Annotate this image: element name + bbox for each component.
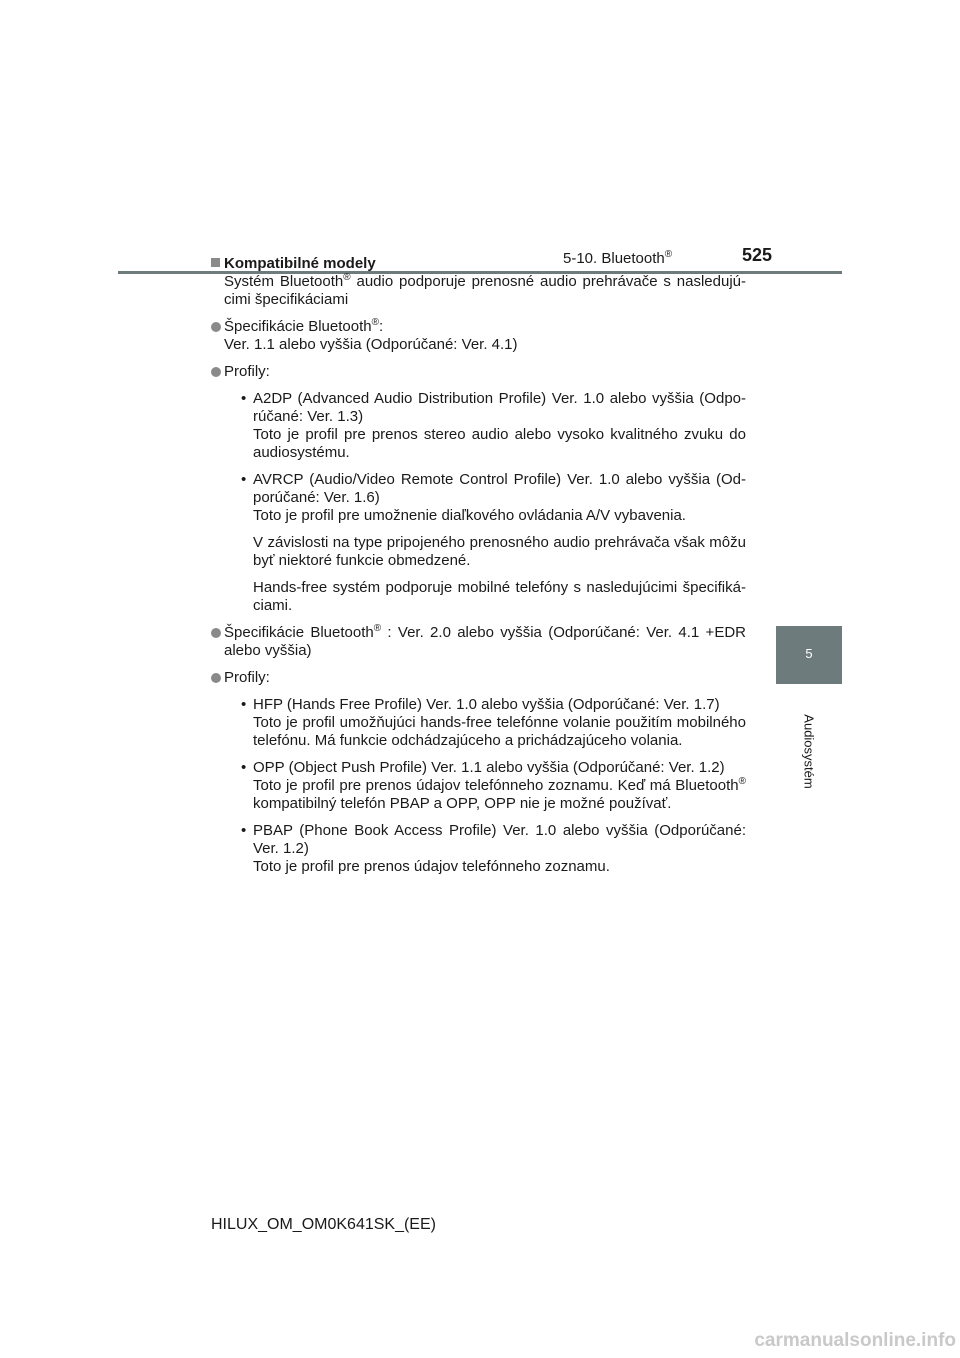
opp-title: OPP (Object Push Profile) Ver. 1.1 alebo vyššia (Odporúčané: Ver. 1.2) <box>253 759 725 776</box>
page-number: 525 <box>742 245 773 265</box>
hfp-title: HFP (Hands Free Profile) Ver. 1.0 alebo vyššia (Odporúčané: Ver. 1.7) <box>253 696 720 713</box>
spec-bluetooth-phone <box>211 624 746 660</box>
spec2-text-a: Špecifikácie Bluetooth <box>224 624 374 641</box>
bullet-icon: • <box>241 390 247 407</box>
intro-paragraph <box>224 273 746 309</box>
bullet-icon: • <box>241 471 247 488</box>
profiles-label: Profily: <box>224 669 270 686</box>
intro-text-b: audio podporuje prenosné audio prehrávače s nasledujúcimi špecifikáciami <box>224 273 746 308</box>
profile-hfp <box>211 696 746 750</box>
opp-description-a: Toto je profil pre prenos údajov telefónneho zoznamu. Keď má Bluetooth <box>253 777 739 794</box>
note-limitations: V závislosti na type pripojeného prenosného audio prehrávača však môžu byť niektoré funkcie obmedzené. <box>253 534 746 569</box>
profile-pbap <box>211 822 746 876</box>
note-handsfree: Hands-free systém podporuje mobilné telefóny s nasledujúcimi špecifikáciami. <box>253 579 746 614</box>
chapter-label <box>782 691 836 811</box>
spec2-text-b: : Ver. 2.0 alebo vyššia (Odporúčané: Ver. 4.1 +EDR alebo vyššia) <box>224 624 746 659</box>
pbap-description: Toto je profil pre prenos údajov telefónneho zoznamu. <box>253 858 610 875</box>
avrcp-title: AVRCP (Audio/Video Remote Control Profile) Ver. 1.0 alebo vyššia (Odporúčané: Ver. 1.6) <box>253 471 746 506</box>
profile-a2dp <box>211 390 746 462</box>
watermark: carmanualsonline.info <box>754 1330 956 1351</box>
pbap-title: PBAP (Phone Book Access Profile) Ver. 1.0 alebo vyššia (Odporúčané: Ver. 1.2) <box>253 822 746 857</box>
registered-mark: ® <box>664 249 673 260</box>
profile-opp <box>211 759 746 813</box>
a2dp-description: Toto je profil pre prenos stereo audio alebo vysoko kvalitného zvuku do audiosystému. <box>253 426 746 461</box>
circle-bullet-icon <box>211 322 221 332</box>
profiles-phone <box>211 669 746 687</box>
chapter-number: 5 <box>805 646 813 661</box>
page-content <box>211 255 746 876</box>
section-heading <box>211 255 746 273</box>
opp-description-b: kompatibilný telefón PBAP a OPP, OPP nie je možné používať. <box>253 795 672 812</box>
circle-bullet-icon <box>211 673 221 683</box>
bullet-icon: • <box>241 822 247 839</box>
document-code: HILUX_OM_OM0K641SK_(EE) <box>211 1216 436 1233</box>
heading-text: Kompatibilné modely <box>224 255 376 272</box>
spec-bluetooth-audio <box>211 318 746 354</box>
registered-mark: ® <box>373 623 382 634</box>
spec1-text-b: : <box>378 318 384 335</box>
bullet-icon: • <box>241 696 247 713</box>
intro-text-a: Systém Bluetooth <box>224 273 344 290</box>
profiles-label: Profily: <box>224 363 270 380</box>
profiles-audio <box>211 363 746 381</box>
circle-bullet-icon <box>211 367 221 377</box>
hfp-description: Toto je profil umožňujúci hands-free telefónne volanie použitím mobilného telefónu. Má funkcie odchádzajúceho a prichádzajúceho volania. <box>253 714 746 749</box>
spec1-text-c: Ver. 1.1 alebo vyššia (Odporúčané: Ver. 4.1) <box>224 336 518 353</box>
avrcp-description: Toto je profil pre umožnenie diaľkového ovládania A/V vybavenia. <box>253 507 686 524</box>
section-title-text: 5-10. Bluetooth <box>563 250 665 267</box>
a2dp-title: A2DP (Advanced Audio Distribution Profile) Ver. 1.0 alebo vyššia (Odporúčané: Ver. 1.3) <box>253 390 746 425</box>
bullet-icon: • <box>241 759 247 776</box>
circle-bullet-icon <box>211 628 221 638</box>
registered-mark: ® <box>371 317 379 328</box>
registered-mark: ® <box>343 272 351 283</box>
registered-mark: ® <box>738 776 746 787</box>
chapter-tab <box>776 626 842 684</box>
spec1-text-a: Špecifikácie Bluetooth <box>224 318 372 335</box>
profile-avrcp <box>211 471 746 525</box>
square-bullet-icon <box>211 258 220 267</box>
chapter-label-text: Audiosystém <box>801 713 817 789</box>
